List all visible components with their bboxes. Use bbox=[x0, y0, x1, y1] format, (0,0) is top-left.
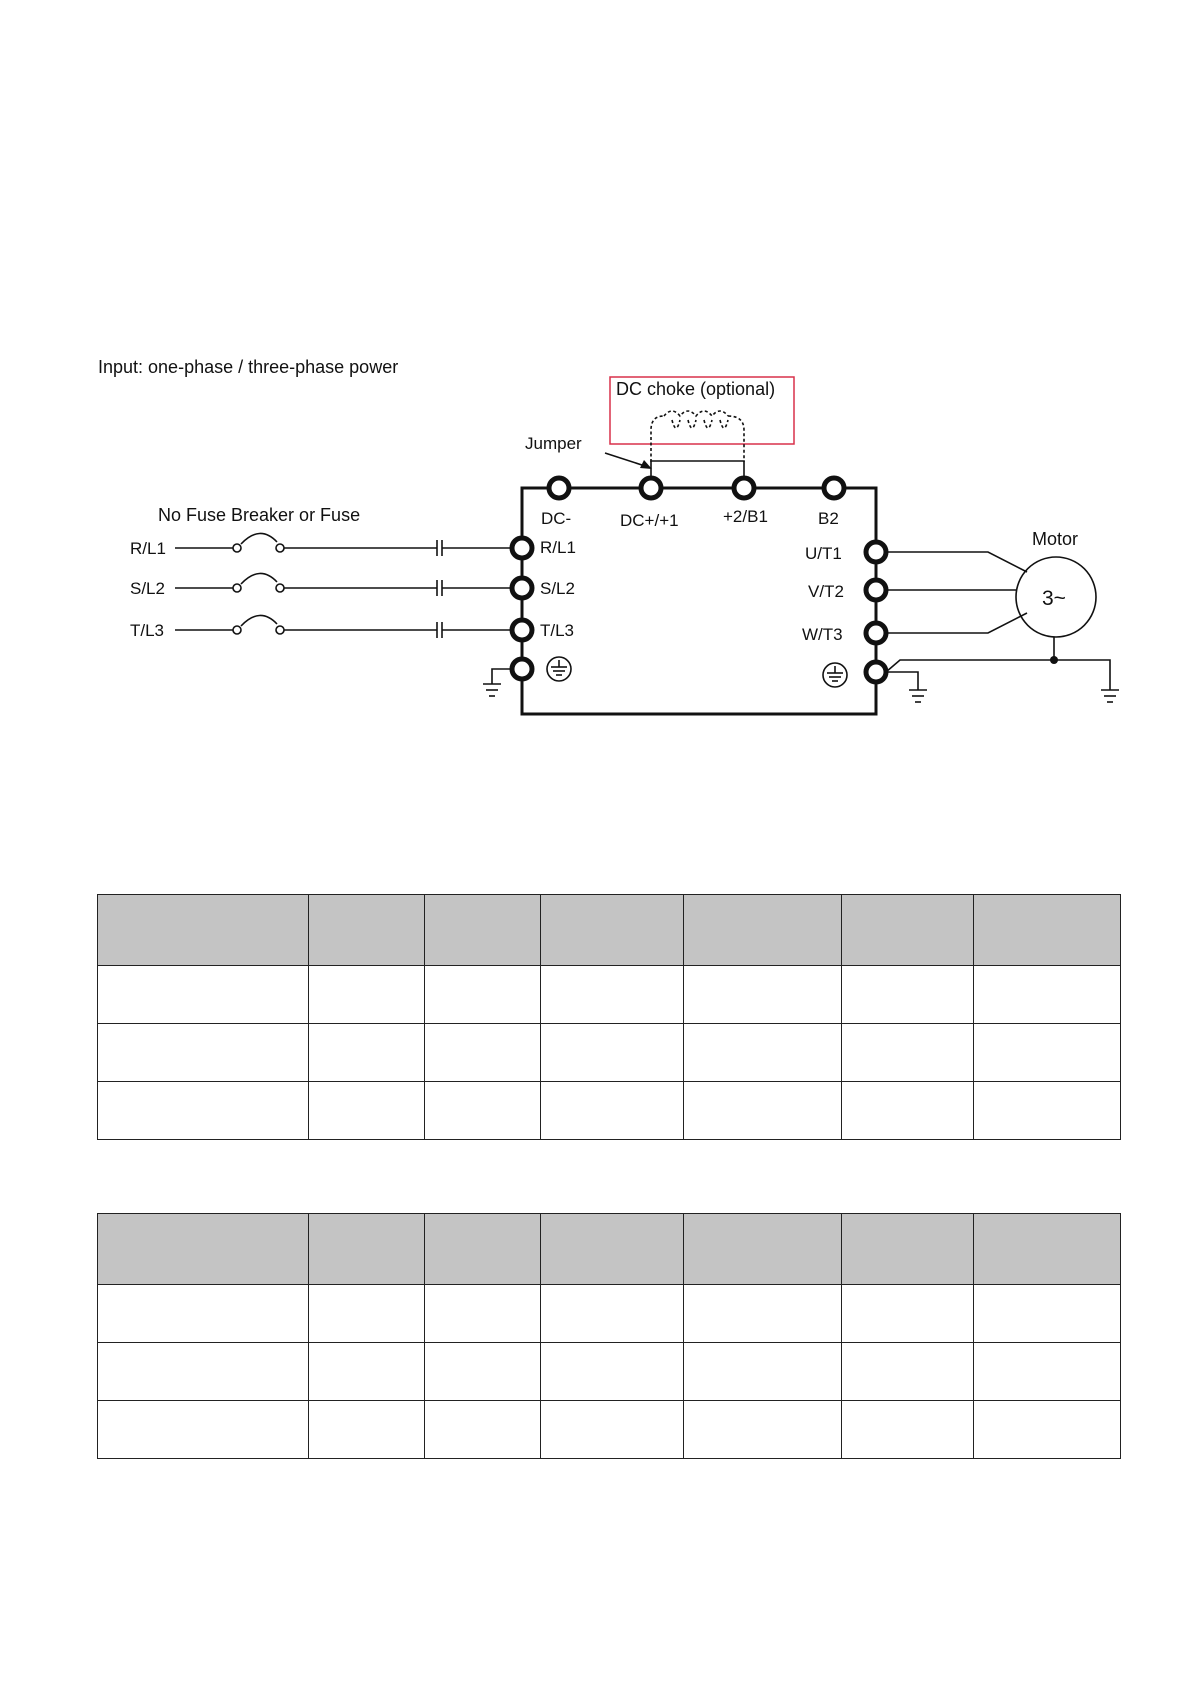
breaker-switch-3 bbox=[241, 615, 277, 626]
terminal-label-t-l3: T/L3 bbox=[540, 621, 575, 640]
line-label-t-l3: T/L3 bbox=[130, 621, 165, 640]
terminal-label-s-l2: S/L2 bbox=[540, 579, 575, 598]
jumper-bar bbox=[651, 461, 744, 485]
terminal-dc-minus bbox=[549, 478, 569, 498]
ground-symbol-input bbox=[483, 684, 501, 696]
terminal-dc-plus-1 bbox=[641, 478, 661, 498]
terminal-label-dc-plus-1: DC+/+1 bbox=[620, 511, 679, 530]
breaker-switch-2 bbox=[241, 573, 277, 584]
ground-symbol-motor bbox=[1101, 690, 1119, 702]
terminal-ground-output bbox=[866, 662, 886, 682]
terminal-plus2-b1 bbox=[734, 478, 754, 498]
terminal-label-b2: B2 bbox=[818, 509, 839, 528]
table-row bbox=[98, 966, 1121, 1024]
line-label-s-l2: S/L2 bbox=[130, 579, 165, 598]
terminal-r-l1 bbox=[512, 538, 532, 558]
table-row bbox=[98, 1082, 1121, 1140]
terminal-label-v-t2: V/T2 bbox=[808, 582, 844, 601]
dc-choke-label: DC choke (optional) bbox=[616, 379, 776, 399]
input-power-label: Input: one-phase / three-phase power bbox=[98, 357, 399, 377]
table-row bbox=[98, 1285, 1121, 1343]
table-row bbox=[98, 1024, 1121, 1082]
jumper-arrow bbox=[605, 453, 648, 467]
terminal-ground-input bbox=[512, 659, 532, 679]
breaker-switch-1 bbox=[241, 533, 277, 544]
table-row bbox=[98, 1401, 1121, 1459]
motor-phase-label: 3~ bbox=[1042, 587, 1066, 610]
line-label-r-l1: R/L1 bbox=[130, 539, 166, 558]
dc-choke-coil bbox=[651, 411, 744, 462]
terminal-v-t2 bbox=[866, 580, 886, 600]
terminal-label-u-t1: U/T1 bbox=[805, 544, 842, 563]
terminal-label-dc-minus: DC- bbox=[541, 509, 572, 528]
earth-icon-input bbox=[547, 657, 571, 681]
terminal-s-l2 bbox=[512, 578, 532, 598]
jumper-label: Jumper bbox=[525, 434, 582, 453]
terminal-u-t1 bbox=[866, 542, 886, 562]
ground-symbol-output bbox=[909, 690, 927, 702]
table-header-row bbox=[98, 895, 1121, 966]
motor-label: Motor bbox=[1032, 529, 1079, 549]
spec-table-2 bbox=[97, 1213, 1121, 1459]
motor-ground-junction bbox=[1050, 656, 1058, 664]
terminal-t-l3 bbox=[512, 620, 532, 640]
terminal-label-r-l1: R/L1 bbox=[540, 538, 576, 557]
spec-table-1 bbox=[97, 894, 1121, 1140]
terminal-label-plus2-b1: +2/B1 bbox=[723, 507, 768, 526]
earth-icon-output bbox=[823, 663, 847, 687]
table-row bbox=[98, 1343, 1121, 1401]
table-header-row bbox=[98, 1214, 1121, 1285]
breaker-label: No Fuse Breaker or Fuse bbox=[158, 505, 361, 525]
terminal-b2 bbox=[824, 478, 844, 498]
wiring-diagram bbox=[0, 0, 1191, 760]
terminal-w-t3 bbox=[866, 623, 886, 643]
terminal-label-w-t3: W/T3 bbox=[802, 625, 843, 644]
